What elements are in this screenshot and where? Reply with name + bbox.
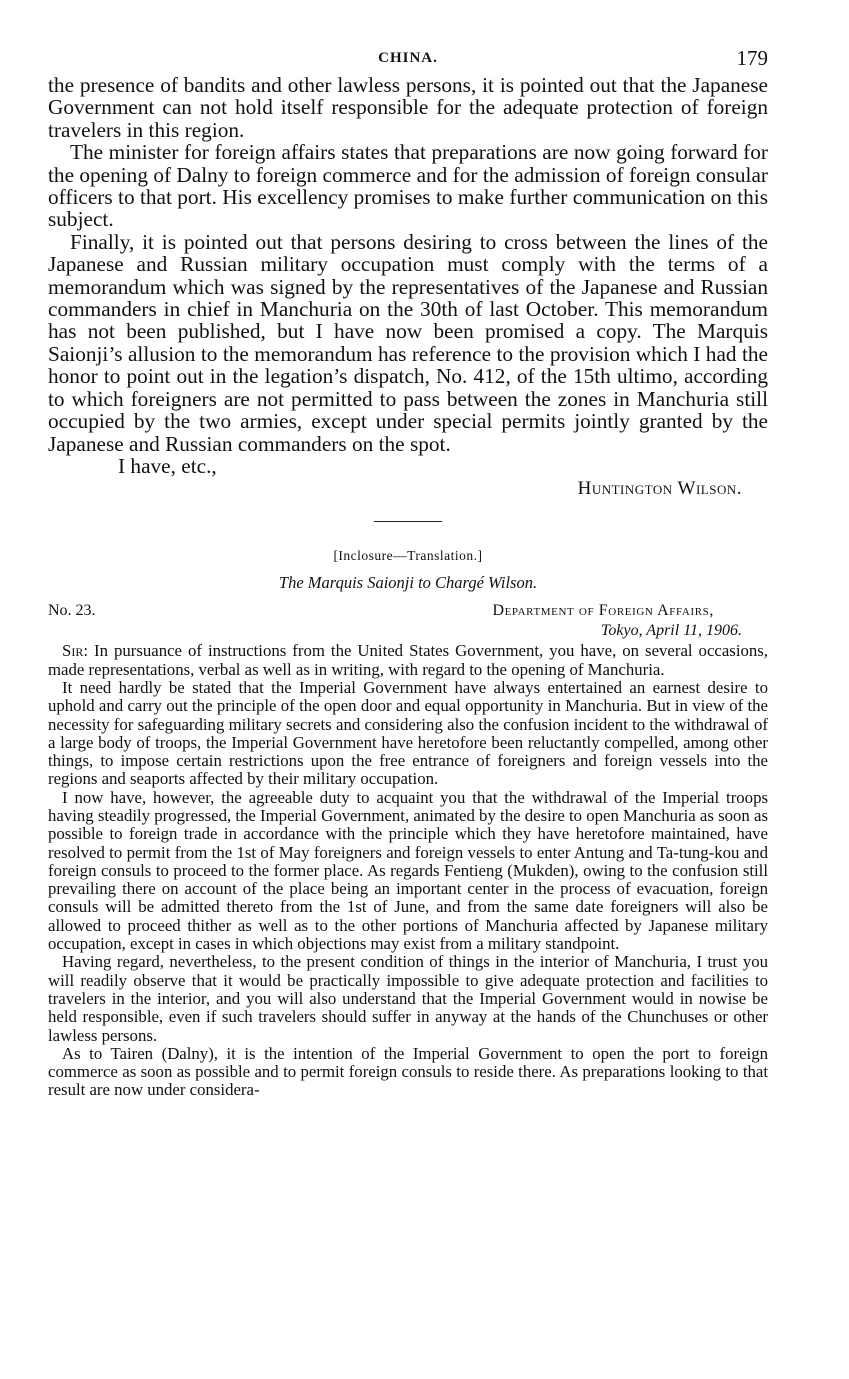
letter-paragraph: As to Tairen (Dalny), it is the intention of the Imperial Government to open the port to foreign commerce as soon as possible and to permit foreign consuls to reside there. As preparations looking to that result are now under considera- [48, 1043, 768, 1100]
letter-dateline [48, 602, 768, 642]
letter-paragraph [48, 642, 768, 679]
section-divider [374, 521, 442, 522]
letter-paragraph: Having regard, nevertheless, to the present condition of things in the interior of Manchuria, I trust you will readily observe that it would be practically impossible to give adequate protection and facilities to travelers in the interior, and you will also understand that the Imperial Government would in nowise be held responsible, even if such travelers should suffer in anyway at the hands of the Chunchuses or other lawless persons. [48, 952, 768, 1045]
dispatch-body [48, 74, 768, 455]
letter-paragraph-text: In pursuance of instructions from the United States Government, you have, on several occasions, made representations, verbal as well as in writing, with regard to the opening of Manchuria. [48, 641, 768, 679]
salutation: Sir: [62, 641, 88, 661]
body-paragraph: the presence of bandits and other lawless persons, it is pointed out that the Japanese Government can not hold itself responsible for the adequate protection of foreign travelers in this region. [48, 73, 768, 142]
page-header [48, 40, 768, 74]
closing-line: I have, etc., [118, 453, 217, 478]
letter-number: No. 23. [48, 602, 96, 620]
signature: Huntington Wilson. [577, 478, 742, 500]
body-paragraph: The minister for foreign affairs states that preparations are now going forward for the opening of Dalny to foreign commerce and for the admission of foreign consular officers to that port. His excellency promises to make further communication on this subject. [48, 140, 768, 232]
document-page [48, 40, 768, 1100]
letter-paragraph: It need hardly be stated that the Imperial Government have always entertained an earnest desire to uphold and carry out the principle of the open door and equal opportunity in Manchuria. But in view of the necessity for safeguarding military secrets and considering also the confusion incident to the withdrawal of a large body of troops, the Imperial Government have heretofore been reluctantly compelled, among other things, to impose certain restrictions upon the free entrance of foreigners and foreign vessels into the regions and seaports affected by their military occupation. [48, 677, 768, 789]
letter-title: The Marquis Saionji to Chargé Wilson. [278, 573, 538, 593]
letter-date: Tokyo, April 11, 1906. [600, 622, 742, 640]
letter-paragraph: I now have, however, the agreeable duty to acquaint you that the withdrawal of the Imperial troops having steadily progressed, the Imperial Government, animated by the desire to open Manchuria as soon as possible to foreign trade in accordance with the principle which they have heretofore maintained, have resolved to permit from the 1st of May foreigners and foreign vessels to enter Antung and Ta-tung-kou and foreign consuls to proceed to the former place. As regards Fentieng (Mukden), owing to the confusion still prevailing there on account of the place being an important center in the process of evacuation, foreign consuls will be admitted thereto from the 1st of June, and from the same date foreigners will also be allowed to proceed thither as well as to the other portions of Manchuria affected by Japanese military occupation, except in cases in which objections may exist from a military standpoint. [48, 787, 768, 954]
running-head: CHINA. [378, 50, 438, 66]
letter-body [48, 642, 768, 1099]
body-paragraph: Finally, it is pointed out that persons desiring to cross between the lines of the Japanese and Russian military occupation must comply with the terms of a memorandum which was signed by the representatives of the Japanese and Russian commanders in chief in Manchuria on the 30th of last October. This memorandum has not been published, but I have now been promised a copy. The Marquis Saionji’s allusion to the memorandum has reference to the provision which I had the honor to point out in the legation’s dispatch, No. 412, of the 15th ultimo, according to which foreigners are not permitted to pass between the zones in Manchuria still occupied by the two armies, except under special permits jointly granted by the Japanese and Russian commanders on the spot. [48, 229, 768, 456]
department-name: Department of Foreign Affairs, [492, 602, 714, 620]
page-number: 179 [736, 46, 768, 70]
enclosure-label: [Inclosure—Translation.] [333, 548, 483, 564]
